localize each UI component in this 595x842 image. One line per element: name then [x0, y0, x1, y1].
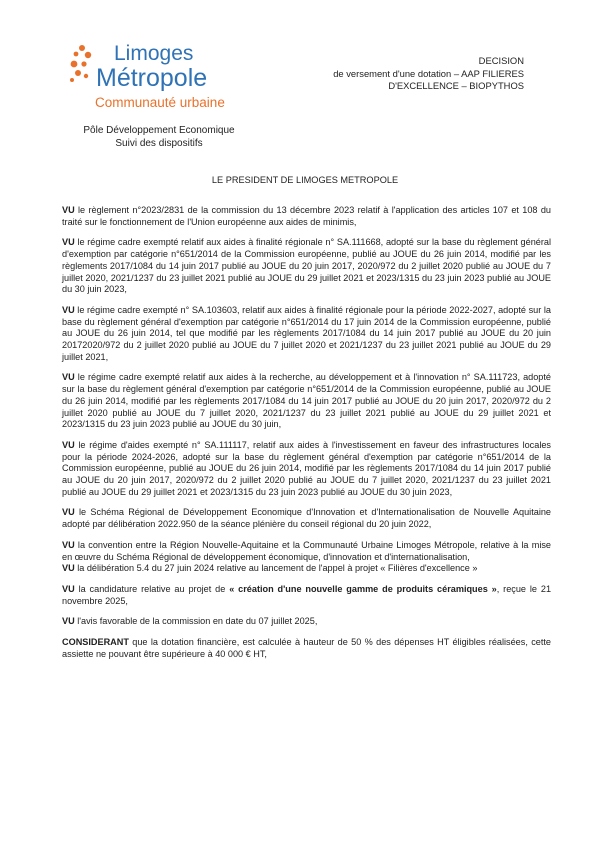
project-title-quote: « création d'une nouvelle gamme de produits céramiques »: [229, 583, 497, 594]
paragraph-vu-4: [62, 372, 551, 431]
decision-header: [262, 55, 524, 93]
paragraph-text: le régime cadre exempté n° SA.103603, relatif aux aides à finalité régionale pour la période 2022-2027, adopté sur la base du règlement général d'exemption par catégorie n°651/2014 du 17 juin 2014 de la Commission européenne, publié au JOUE du 26 juin 2014, tel que modifié par les règlements 2017/1084 du 14 juin 2017 publié au JOUE du 20 juin 20172020/972 du 2 juillet 2020 publié au JOUE du 7 juillet 2020 et 2021/1237 du 23 juillet 2021 publié au JOUE du 29 juillet 2021,: [62, 304, 551, 362]
paragraph-keyword: VU: [62, 563, 75, 574]
service-line2: Suivi des dispositifs: [115, 138, 203, 149]
decision-line3: D'EXCELLENCE – BIOPYTHOS: [388, 80, 524, 91]
logo-name-line1: Limoges: [114, 42, 194, 65]
document-body: [62, 205, 551, 670]
paragraph-text: la candidature relative au projet de: [74, 583, 230, 594]
paragraph-vu-9: [62, 584, 551, 607]
paragraph-keyword: VU: [62, 205, 75, 215]
paragraph-text: la délibération 5.4 du 27 juin 2024 relative au lancement de l'appel à projet « Filières d'excellence »: [74, 563, 478, 574]
limoges-metropole-logo: [68, 42, 248, 110]
paragraph-vu-10: [62, 616, 551, 628]
paragraph-text: le règlement n°2023/2831 de la commission du 13 décembre 2023 relatif à l'application des articles 107 et 108 du traité sur le fonctionnement de l'Union européenne aux aides de minimis,: [62, 205, 551, 227]
paragraph-vu-7: [62, 540, 551, 563]
paragraph-vu-5: [62, 440, 551, 499]
paragraph-keyword: VU: [62, 539, 75, 550]
paragraph-text: le régime d'aides exempté n° SA.111117, relatif aux aides à l'investissement en faveur des infrastructures locales pour la période 2024-2026, adopté sur la base du règlement général d'exemption par catégorie n°651/2014 de la Commission européenne, publié au JOUE du 26 juin 2014, modifié par les règlements 2017/1084 du 14 juin 2017 publié au JOUE du 20 juin 2017, 2020/972 du 2 juillet 2020 publié au JOUE du 7 juillet 2020, 2021/1237 du 23 juillet 2021 publié au JOUE du 29 juillet 2021 et 2023/1315 du 23 juin 2023 publié au JOUE du 30 juin 2023,: [62, 439, 551, 497]
decision-line2: de versement d'une dotation – AAP FILIERES: [333, 67, 524, 79]
decision-line1: DECISION: [478, 55, 524, 66]
paragraph-text: le régime cadre exempté relatif aux aides à finalité régionale n° SA.111668, adopté sur la base du règlement général d'exemption par catégorie n°651/2014 de la Commission européenne, publié au JOUE du 26 juin 2014, modifié par les règlements 2017/1084 du 14 juin 2017 publié au JOUE du 20 juin 2017, 2020/972 du 2 juillet 2020 publié au JOUE du 7 juillet 2020, 2021/1237 du 23 juillet 2021 publié au JOUE du 29 juillet 2021 et 2023/1315 du 23 juin 2023 publié au JOUE du 30 juin 2023,: [62, 237, 551, 295]
paragraph-vu-2: [62, 237, 551, 296]
paragraph-keyword: VU: [62, 237, 75, 248]
paragraph-vu-3: [62, 305, 551, 364]
paragraph-keyword: VU: [62, 616, 75, 627]
paragraph-vu-8: [62, 563, 551, 575]
paragraph-keyword: VU: [62, 372, 75, 383]
service-line1: Pôle Développement Economique: [83, 125, 235, 136]
logo-name-line2: Métropole: [96, 64, 208, 92]
paragraph-keyword: CONSIDERANT: [62, 637, 129, 648]
paragraph-keyword: VU: [62, 583, 75, 594]
paragraph-text: , reçue le 21 novembre 2025,: [62, 583, 552, 606]
paragraph-text: le régime cadre exempté relatif aux aides à la recherche, au développement et à l'innovation n° SA.111723, adopté sur la base du règlement général d'exemption par catégorie n°651/2014 de la Commission européenne, publié au JOUE du 26 juin 2014, modifié par les règlements 2017/1084 du 14 juin 2017 publié au JOUE du 20 juin 2017, 2020/972 du 2 juillet 2020 publié au JOUE du 7 juillet 2020, 2021/1237 du 23 juillet 2021 publié au JOUE du 29 juillet 2021 et 2023/1315 du 23 juin 2023 publié au JOUE du 30 juin,: [62, 372, 551, 430]
page-title: LE PRESIDENT DE LIMOGES METROPOLE: [211, 175, 399, 185]
paragraph-text: le Schéma Régional de Développement Economique d'Innovation et d'Internationalisation de Nouvelle Aquitaine adopté par délibération 2022.950 de la séance plénière du conseil régional du 20 juin 2022,: [62, 507, 551, 530]
paragraph-vu-6: [62, 507, 551, 530]
paragraph-text: la convention entre la Région Nouvelle-Aquitaine et la Communauté Urbaine Limoges Métropole, relative à la mise en œuvre du Schéma Régional de développement économique, d'innovation et d'internationalisation,: [62, 539, 551, 562]
paragraph-keyword: VU: [62, 304, 75, 315]
logo-tagline: Communauté urbaine: [95, 95, 225, 110]
paragraph-text: l'avis favorable de la commission en date du 07 juillet 2025,: [74, 616, 318, 627]
paragraph-vu-1: [62, 205, 551, 228]
paragraph-text: que la dotation financière, est calculée à hauteur de 50 % des dépenses HT éligibles réalisées, cette assiette ne pouvant être supérieure à 40 000 € HT,: [62, 637, 551, 659]
service-block: [64, 124, 254, 150]
paragraph-keyword: VU: [62, 507, 75, 518]
paragraph-keyword: VU: [62, 439, 75, 450]
paragraph-considerant: [62, 637, 551, 660]
